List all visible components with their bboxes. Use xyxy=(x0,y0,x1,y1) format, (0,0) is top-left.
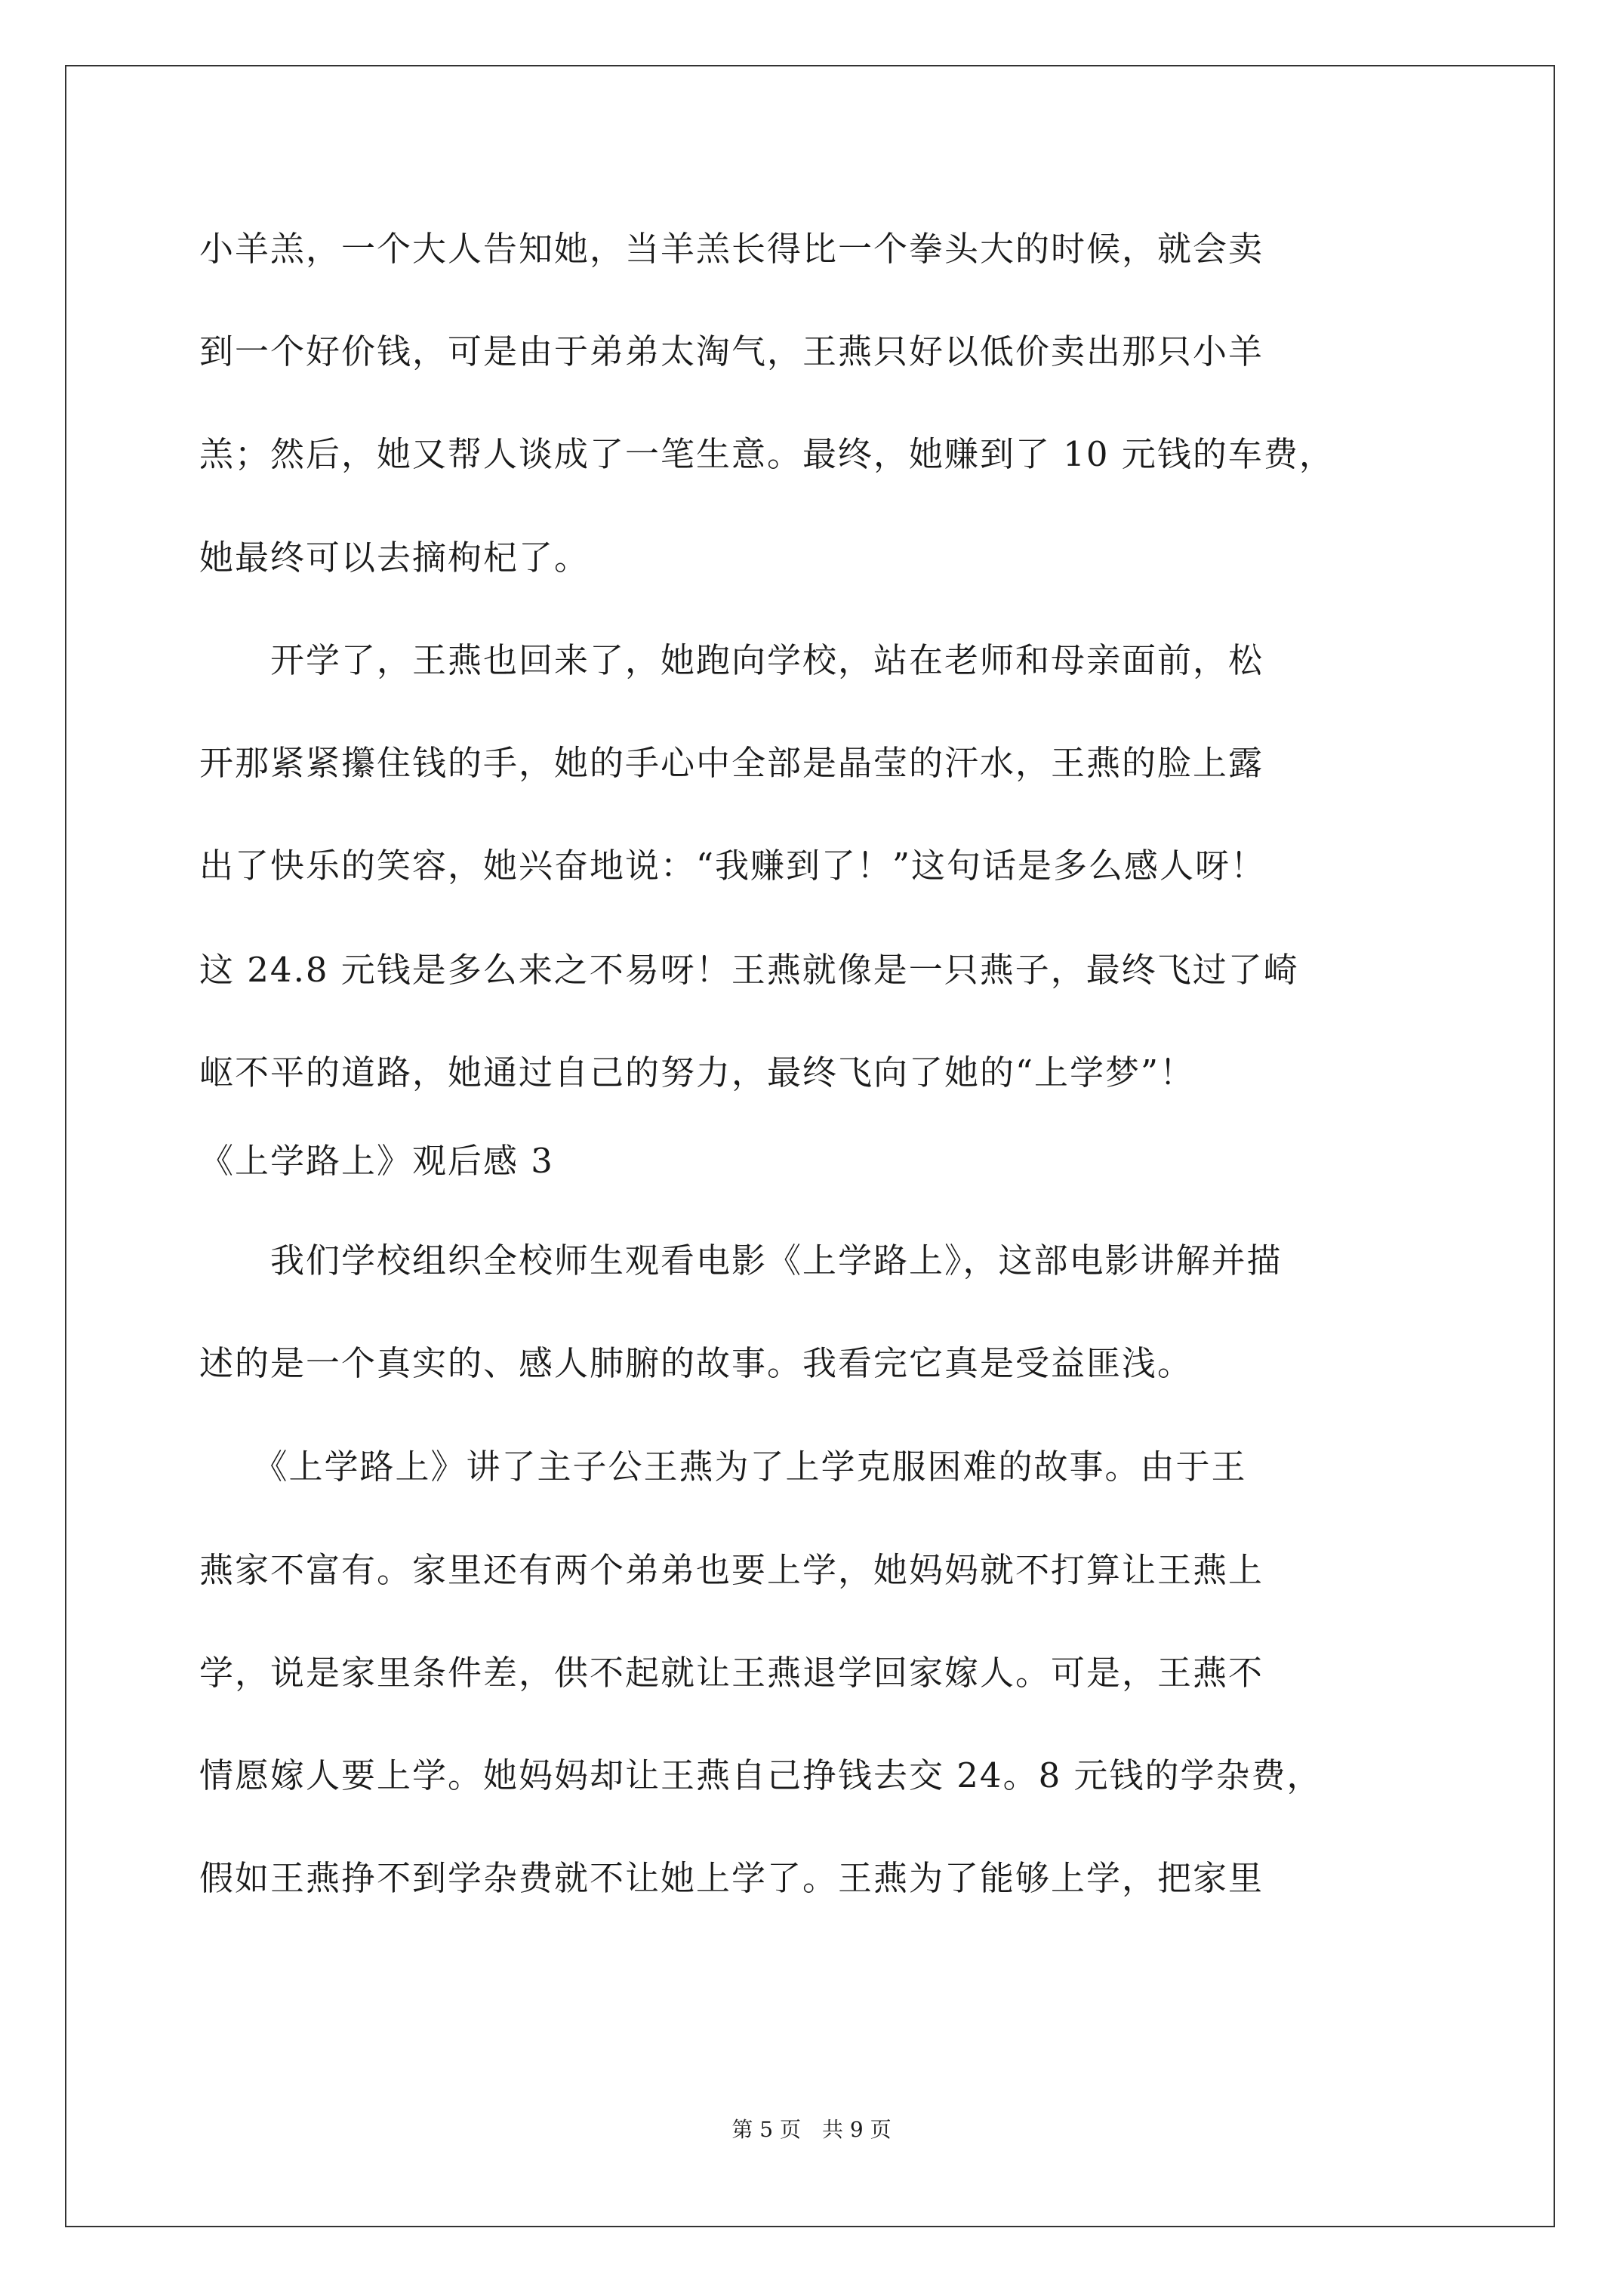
text-line: 情愿嫁人要上学。她妈妈却让王燕自己挣钱去交 24。8 元钱的学杂费， xyxy=(199,1755,1323,1795)
text-line: 学，说是家里条件差，供不起就让王燕退学回家嫁人。可是，王燕不 xyxy=(199,1653,1264,1693)
text-line: 燕家不富有。家里还有两个弟弟也要上学，她妈妈就不打算让王燕上 xyxy=(199,1550,1264,1590)
text-line: 《上学路上》讲了主子公王燕为了上学克服困难的故事。由于王 xyxy=(199,1447,1247,1487)
text-line: 羔；然后，她又帮人谈成了一笔生意。最终，她赚到了 10 元钱的车费， xyxy=(199,434,1335,474)
text-line: 这 24.8 元钱是多么来之不易呀！王燕就像是一只燕子，最终飞过了崎 xyxy=(199,950,1299,990)
text-line: 我们学校组织全校师生观看电影《上学路上》，这部电影讲解并描 xyxy=(199,1240,1283,1281)
text-line: 小羊羔，一个大人告知她，当羊羔长得比一个拳头大的时候，就会卖 xyxy=(199,229,1264,269)
page-number: 第 5 页 共 9 页 xyxy=(731,2117,892,2142)
text-line: 出了快乐的笑容，她兴奋地说：“我赚到了！”这句话是多么感人呀！ xyxy=(199,846,1267,886)
text-line: 岖不平的道路，她通过自己的努力，最终飞向了她的“上学梦”！ xyxy=(199,1052,1196,1093)
text-line: 假如王燕挣不到学杂费就不让她上学了。王燕为了能够上学，把家里 xyxy=(199,1858,1264,1898)
section-heading: 《上学路上》观后感 3 xyxy=(199,1141,554,1181)
text-line: 到一个好价钱，可是由于弟弟太淘气，王燕只好以低价卖出那只小羊 xyxy=(199,331,1264,371)
text-line: 她最终可以去摘枸杞了。 xyxy=(199,538,590,578)
text-line: 述的是一个真实的、感人肺腑的故事。我看完它真是受益匪浅。 xyxy=(199,1343,1193,1383)
text-line: 开那紧紧攥住钱的手，她的手心中全部是晶莹的汗水，王燕的脸上露 xyxy=(199,743,1264,783)
text-line: 开学了，王燕也回来了，她跑向学校，站在老师和母亲面前，松 xyxy=(199,640,1264,680)
